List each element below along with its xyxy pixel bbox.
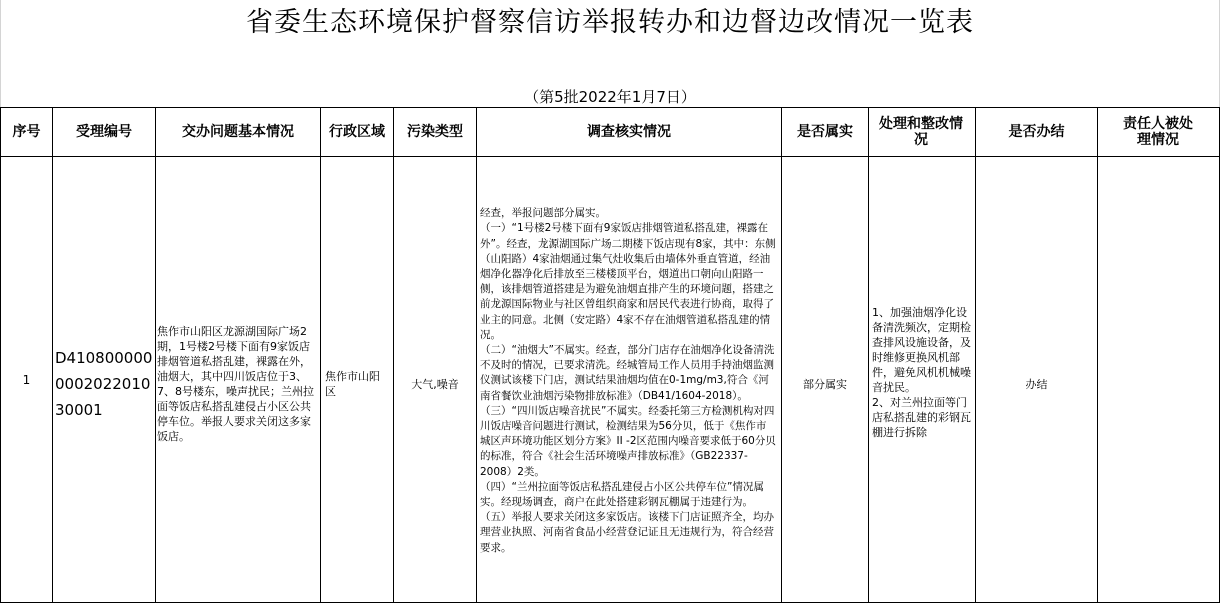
cell-issue: 焦作市山阳区龙源湖国际广场2期，1号楼2号楼下面有9家饭店排烟管道私搭乱建，裸露在外，油烟大，其中四川饭店位于3、7、8号楼东，噪声扰民；兰州拉面等饭店私搭乱建侵占小区公共停车位。举报人要求关闭这多家饭店。 <box>157 325 314 443</box>
header-issue: 交办问题基本情况 <box>182 124 294 140</box>
cell-verified: 部分属实 <box>803 377 847 391</box>
header-investigation: 调查核实情况 <box>587 124 671 140</box>
header-seq: 序号 <box>12 124 41 140</box>
header-code: 受理编号 <box>76 124 132 140</box>
header-closed: 是否办结 <box>1008 124 1065 140</box>
cell-accountability <box>1098 157 1219 603</box>
cell-code: D410800000000202201030001 <box>55 349 153 419</box>
cell-seq: 1 <box>22 372 31 387</box>
column-border <box>155 107 156 603</box>
header-pollution: 污染类型 <box>407 124 463 140</box>
column-border <box>320 107 321 603</box>
cell-investigation: 经查，举报问题部分属实。 （一）“1号楼2号楼下面有9家饭店排烟管道私搭乱建，裸露在外”。经查，龙源湖国际广场二期楼下饭店现有8家，其中：东侧（山阳路）4家油烟通过集气灶收集后由墙体外垂直管道，经油烟净化器净化后排放至三楼楼顶平台，烟道出口朝向山阳路一侧，该排烟管道搭建是为避免油烟直排产生的环境问题，搭建之前龙源国际物业与社区曾组织商家和居民代表进行协商，取得了业主的同意。北侧（安定路）4家不存在油烟管道私搭乱建的情况。 （二）“油烟大”不属实。经查，部分门店存在油烟净化设备清洗不及时的情况，已要求清洗。经城管局工作人员用手持油烟监测仪测试该楼下门店，测试结果油烟均值在0-1mg/m3,符合《河南省餐饮业油烟污染物排放标准》（DB41/1604-2018）。 （三）“四川饭店噪音扰民”不属实。经委托第三方检测机构对四川饭店噪音问题进行测试，检测结果为56分贝，低于《焦作市城区声环境功能区划分方案》II -2区范围内噪音要求低于60分贝的标准，符合《社会生活环境噪声排放标准》（GB22337-2008）2类。 （四）“兰州拉面等饭店私搭乱建侵占小区公共停车位”情况属实。经现场调查，商户在此处搭建彩钢瓦棚属于违建行为。 （五）举报人要求关闭这多家饭店。该楼下门店证照齐全，均办理营业执照、河南省食品小经营登记证且无违规行为，符合经营要求。 <box>480 207 776 554</box>
cell-closed: 办结 <box>1025 377 1048 391</box>
header-verified: 是否属实 <box>797 124 853 140</box>
column-border <box>476 107 477 603</box>
cell-pollution: 大气,噪音 <box>411 377 459 391</box>
page-title: 省委生态环境保护督察信访举报转办和边督边改情况一览表 <box>246 7 974 38</box>
cell-region: 焦作市山阳区 <box>325 370 380 398</box>
column-border <box>52 107 53 603</box>
column-border <box>868 107 869 603</box>
header-handling: 处理和整改情况 <box>879 116 963 148</box>
header-region: 行政区域 <box>329 124 385 140</box>
page-subtitle: （第5批2022年1月7日） <box>524 88 696 106</box>
cell-handling: 1、加强油烟净化设备清洗频次，定期检查排风设施设备，及时维修更换风机部件，避免风机机械噪音扰民。 2、对兰州拉面等门店私搭乱建的彩钢瓦棚进行拆除 <box>872 305 971 439</box>
header-accountability: 责任人被处理情况 <box>1123 116 1193 148</box>
